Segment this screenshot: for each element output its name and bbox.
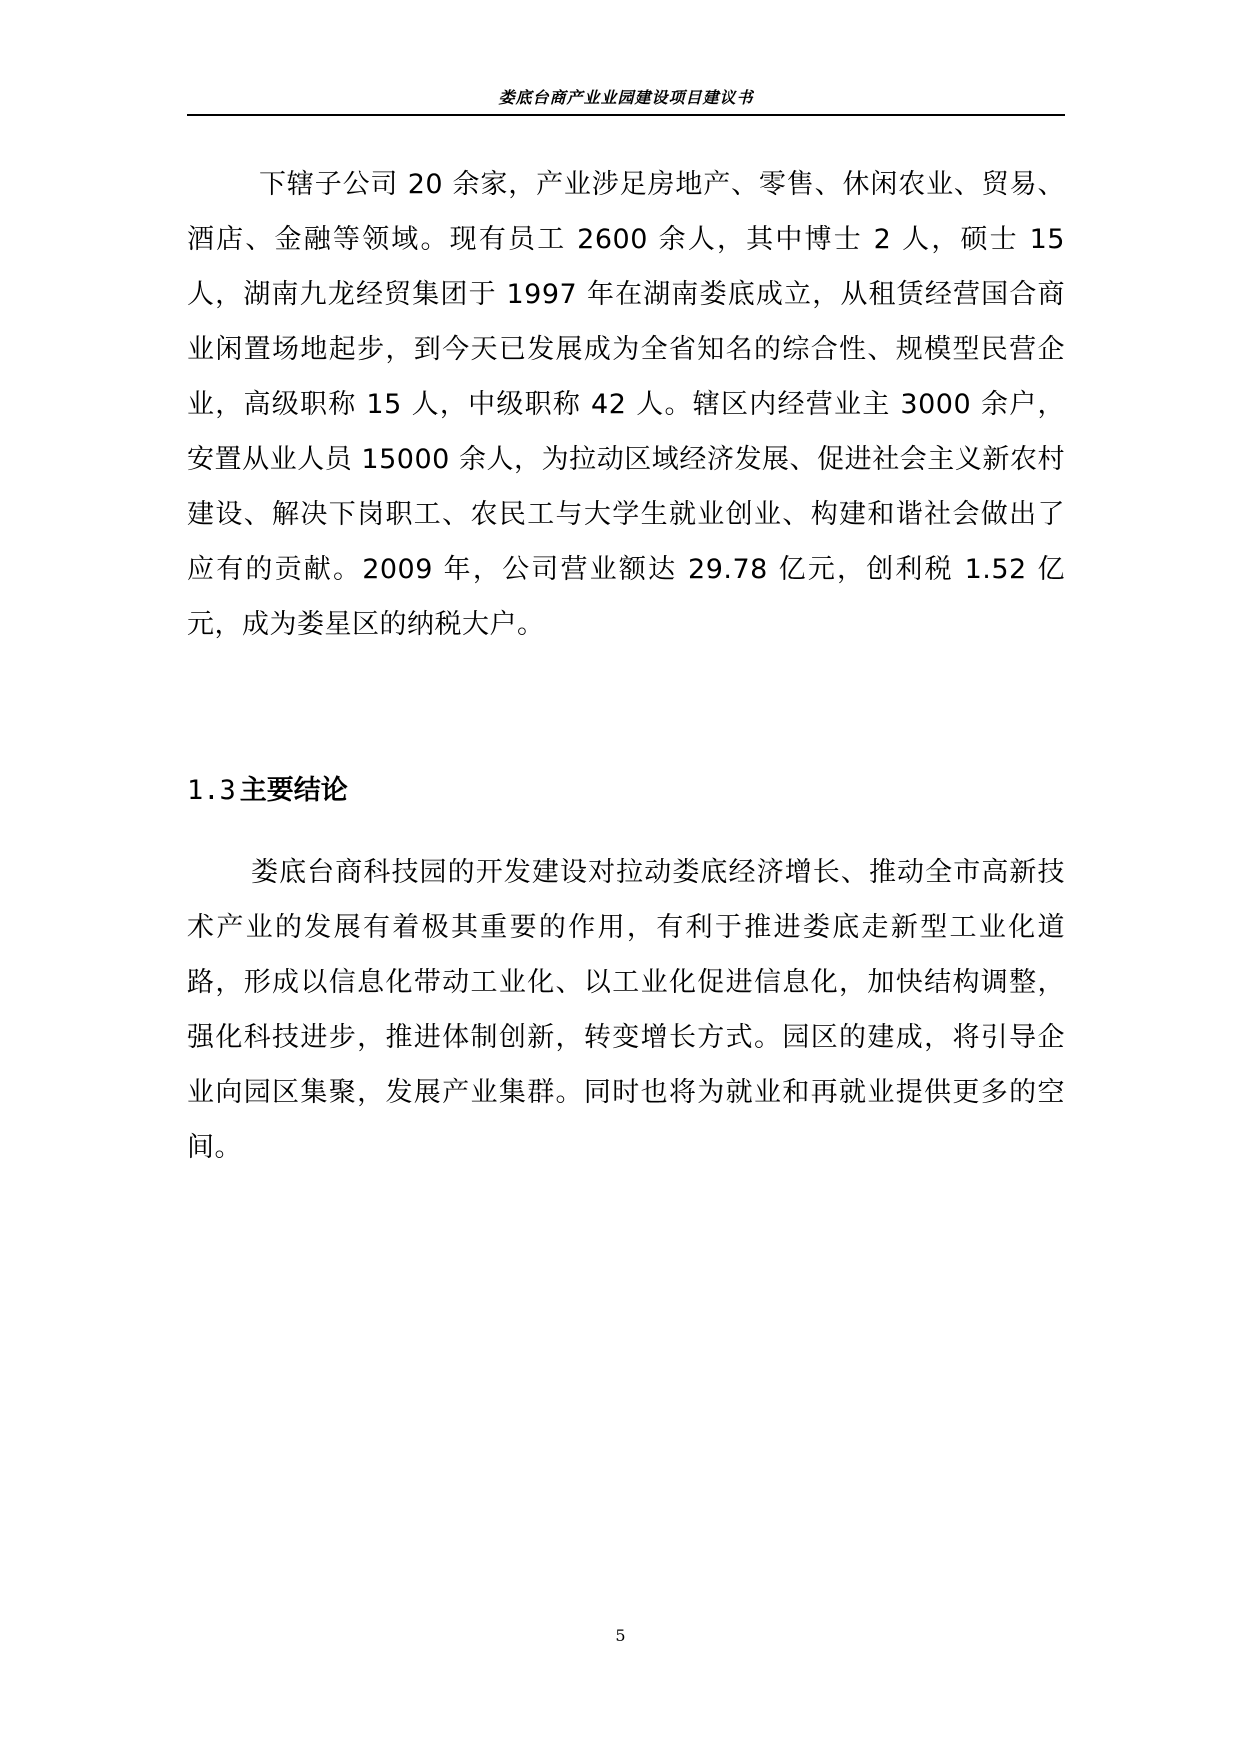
body-paragraph: 下辖子公司 20 余家，产业涉足房地产、零售、休闲农业、贸易、酒店、金融等领域。现有员工 2600 余人，其中博士 2 人，硕士 15 人，湖南九龙经贸集团于 1997 年在湖南娄底成立，从租赁经营国合商业闲置场地起步，到今天已发展成为全省知名的综合性、规模型民营企业，高级职称 15 人，中级职称 42 人。辖区内经营业主 3000 余户，安置从业人员 15000 余人，为拉动区域经济发展、促进社会主义新农村建设、解决下岗职工、农民工与大学生就业创业、构建和谐社会做出了应有的贡献。2009 年，公司营业额达 29.78 亿元，创利税 1.52 亿元，成为娄星区的纳税大户。 xyxy=(187,169,1065,640)
section-heading xyxy=(187,771,348,811)
header-rule xyxy=(187,114,1065,116)
page-number: 5 xyxy=(615,1626,626,1645)
section-number: 1.3 xyxy=(187,775,236,806)
section-title: 主要结论 xyxy=(239,775,348,806)
running-header: 娄底台商产业业园建设项目建议书 xyxy=(498,88,754,107)
body-paragraph: 娄底台商科技园的开发建设对拉动娄底经济增长、推动全市高新技术产业的发展有着极其重要的作用，有利于推进娄底走新型工业化道路，形成以信息化带动工业化、以工业化促进信息化，加快结构调整，强化科技进步，推进体制创新，转变增长方式。园区的建成，将引导企业向园区集聚，发展产业集群。同时也将为就业和再就业提供更多的空间。 xyxy=(187,857,1065,1163)
